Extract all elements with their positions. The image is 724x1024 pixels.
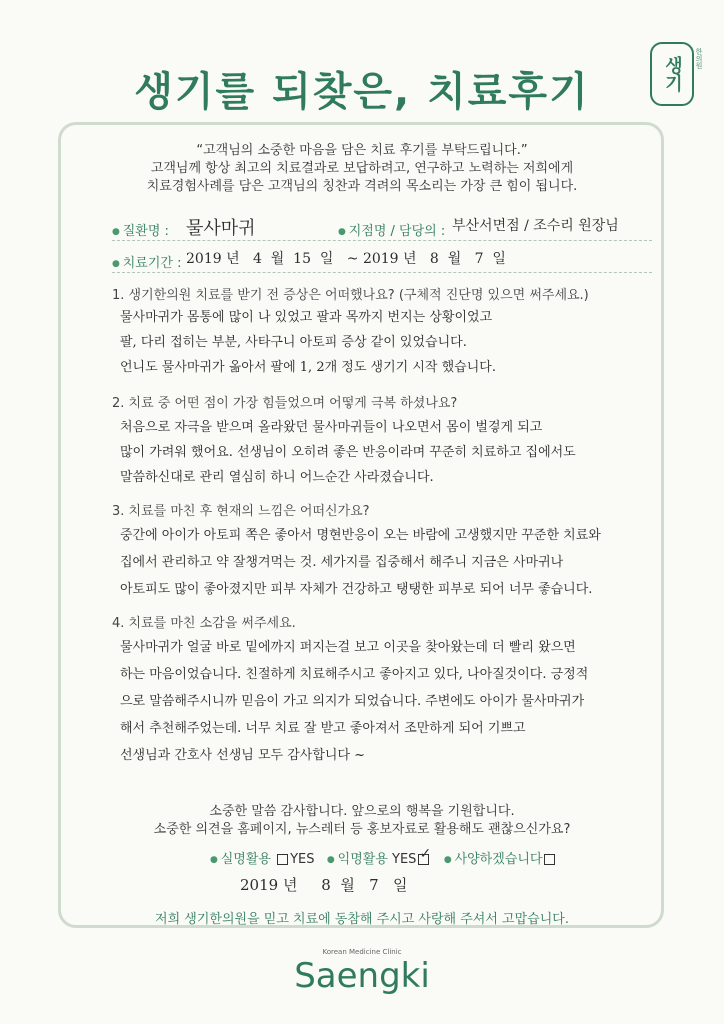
consent-anonymous-yes: YES: [392, 852, 417, 867]
question-4: 4. 치료를 마친 소감을 써주세요.: [112, 616, 296, 631]
consent-real-name-yes: YES: [290, 852, 315, 867]
thanks-message: 저희 생기한의원을 믿고 치료에 동참해 주시고 사랑해 주셔서 고맙습니다.: [155, 912, 569, 927]
answer-4-line-3: 으로 말씀해주시니까 믿음이 가고 의지가 되었습니다. 주변에도 아이가 물사마귀가: [120, 694, 585, 709]
branch-label: ● 지점명 / 담당의 :: [338, 220, 445, 239]
consent-decline-checkbox[interactable]: [544, 854, 555, 865]
closing-line-2: 소중한 의견을 홈페이지, 뉴스레터 등 홍보자료로 활용해도 괜찮으신가요?: [153, 822, 571, 837]
consent-decline-label: ● 사양하겠습니다: [444, 852, 543, 867]
period-value: 2019 년 4 월 15 일 ~ 2019 년 8 월 7 일: [186, 251, 506, 267]
consent-anonymous-checkbox[interactable]: [418, 846, 432, 865]
disease-value: 물사마귀: [186, 218, 256, 239]
answer-4-line-1: 물사마귀가 얼굴 바로 밑에까지 퍼지는걸 보고 이곳을 찾아왔는데 더 빨리 왔으면: [120, 640, 576, 655]
question-1: 1. 생기한의원 치료를 받기 전 증상은 어떠했나요? (구체적 진단명 있으면 써주세요.): [112, 288, 589, 303]
consent-real-name-label: ● 실명활용: [210, 852, 271, 867]
divider: [112, 240, 652, 241]
question-2: 2. 치료 중 어떤 점이 가장 힘들었으며 어떻게 극복 하셨나요?: [112, 396, 458, 411]
page-title: 생기를 되찾은, 치료후기: [134, 69, 590, 115]
intro-line-3: 치료경험사례를 담은 고객님의 칭찬과 격려의 목소리는 가장 큰 힘이 됩니다.: [146, 179, 578, 194]
answer-4-line-5: 선생님과 간호사 선생님 모두 감사합니다 ~: [120, 748, 366, 763]
answer-3-line-1: 중간에 아이가 아토피 쪽은 좋아서 명현반응이 오는 바람에 고생했지만 꾸준한 치료와: [120, 528, 601, 543]
logo-subtitle: Korean Medicine Clinic: [322, 948, 402, 956]
answer-1-line-3: 언니도 물사마귀가 옮아서 팔에 1, 2개 정도 생기기 시작 했습니다.: [120, 360, 496, 375]
closing-line-1: 소중한 말씀 감사합니다. 앞으로의 행복을 기원합니다.: [209, 804, 515, 819]
branch-value: 부산서면점 / 조수리 원장님: [452, 218, 619, 234]
answer-4-line-4: 해서 추천해주었는데. 너무 치료 잘 받고 좋아져서 조만하게 되어 기쁘고: [120, 721, 526, 736]
answer-3-line-3: 아토피도 많이 좋아졌지만 피부 자체가 건강하고 탱탱한 피부로 되어 너무 좋습니다.: [120, 582, 593, 597]
checkmark-icon: ✓: [419, 846, 432, 862]
period-label: ● 치료기간 :: [112, 252, 181, 271]
answer-1-line-2: 팔, 다리 접히는 부분, 사타구니 아토피 증상 같이 있었습니다.: [120, 335, 467, 350]
question-3: 3. 치료를 마친 후 현재의 느낌은 어떠신가요?: [112, 504, 370, 519]
answer-2-line-2: 많이 가려워 했어요. 선생님이 오히려 좋은 반응이라며 꾸준히 치료하고 집에서도: [120, 445, 576, 460]
answer-1-line-1: 물사마귀가 몸통에 많이 나 있었고 팔과 목까지 번지는 상황이었고: [120, 310, 493, 325]
intro-line-2: 고객님께 항상 최고의 치료결과로 보답하려고, 연구하고 노력하는 저희에게: [150, 161, 574, 176]
divider: [112, 272, 652, 273]
seal-subtext: 한의원: [695, 48, 703, 69]
consent-options: [210, 848, 557, 867]
sign-date: 2019 년 8 월 7 일: [240, 876, 408, 894]
disease-label: ● 질환명 :: [112, 220, 169, 239]
answer-4-line-2: 하는 마음이었습니다. 친절하게 치료해주시고 좋아지고 있다, 나아질것이다. 긍정적: [120, 667, 589, 682]
seal-text: 생기: [662, 56, 683, 92]
intro-line-1: “고객님의 소중한 마음을 담은 치료 후기를 부탁드립니다.”: [196, 143, 528, 158]
answer-3-line-2: 집에서 관리하고 약 잘챙겨먹는 것. 세가지를 집중해서 해주니 지금은 사마귀나: [120, 555, 564, 570]
saengki-logo: Saengki: [294, 956, 430, 996]
consent-anonymous-label: ● 익명활용: [327, 852, 388, 867]
answer-2-line-1: 처음으로 자극을 받으며 올라왔던 물사마귀들이 나오면서 몸이 벌겋게 되고: [120, 420, 543, 435]
answer-2-line-3: 말씀하신대로 관리 열심히 하니 어느순간 사라졌습니다.: [120, 470, 434, 485]
consent-real-name-checkbox[interactable]: [277, 854, 288, 865]
